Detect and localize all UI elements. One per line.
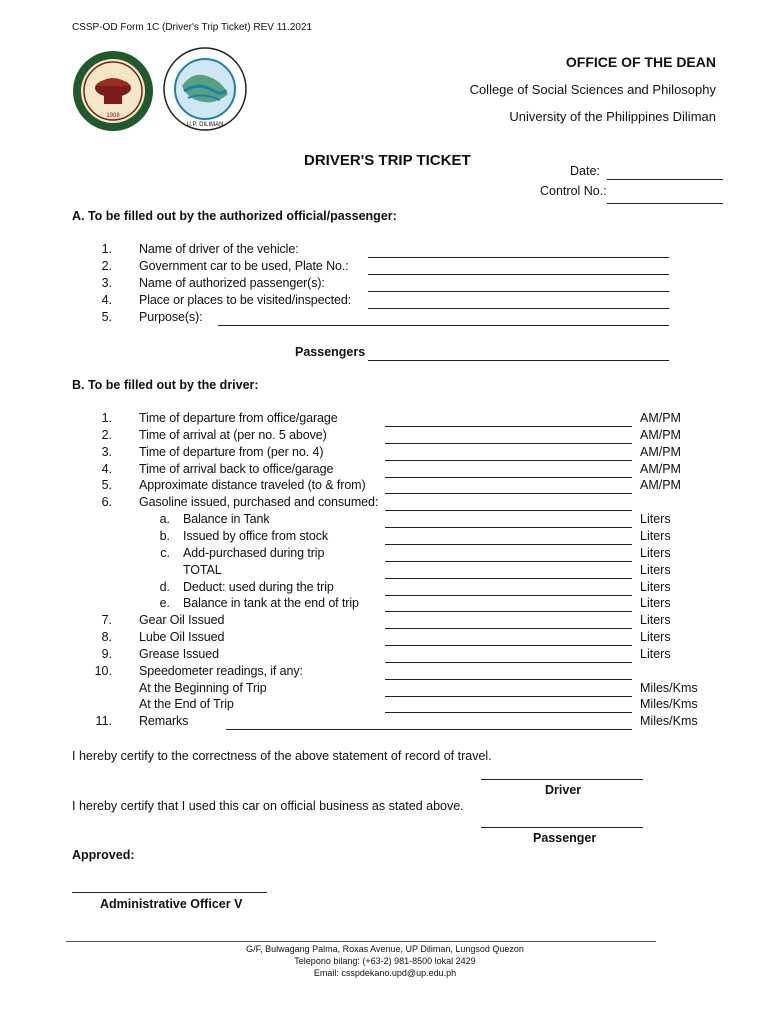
section-b-row-field[interactable] (385, 510, 632, 511)
footer-address: G/F, Bulwagang Palma, Roxas Avenue, UP Diliman, Lungsod Quezon (246, 944, 524, 954)
admin-officer-label: Administrative Officer V (100, 897, 243, 911)
section-b-row-unit: Liters (640, 630, 671, 645)
office-title: OFFICE OF THE DEAN (565, 54, 716, 70)
section-b-row-field[interactable] (385, 628, 632, 629)
passengers-field[interactable] (368, 360, 669, 361)
section-b-row-unit: Liters (640, 528, 671, 543)
section-b-row-unit: AM/PM (640, 411, 681, 425)
section-a-item-label: Name of driver of the vehicle: (139, 242, 299, 256)
footer-divider (66, 941, 656, 942)
passenger-signature-line[interactable] (481, 827, 643, 828)
section-b-row-unit: Liters (640, 613, 671, 628)
section-b-row-number: 4. (101, 461, 112, 476)
section-b-row-label: At the End of Trip (139, 697, 234, 712)
section-b-row-label: Gear Oil Issued (139, 613, 225, 628)
section-b-row-number: 1. (101, 411, 112, 425)
section-b-row-number: d. (159, 579, 170, 594)
section-b-row-label: TOTAL (183, 562, 222, 577)
section-b-row-label: Lube Oil Issued (139, 630, 225, 645)
section-a-item-label: Place or places to be visited/inspected: (139, 293, 352, 307)
section-b-row-unit: AM/PM (640, 478, 681, 493)
section-a-item-label: Name of authorized passenger(s): (139, 276, 325, 290)
approver-signature-line[interactable] (72, 892, 267, 893)
section-b-row-field[interactable] (385, 712, 632, 713)
footer-phone: Telepono bilang: (+63-2) 981-8500 lokal 2429 (294, 956, 476, 966)
section-a-item-number: 4. (101, 293, 112, 307)
section-b-row-field[interactable] (385, 679, 632, 680)
section-a-item-number: 1. (101, 242, 112, 256)
section-a-item-number: 3. (101, 276, 112, 290)
cssp-seal-logo (162, 46, 248, 132)
passenger-label: Passenger (533, 831, 597, 845)
section-b-row-field[interactable] (385, 493, 632, 494)
section-b-row-unit: AM/PM (640, 444, 681, 459)
driver-label: Driver (545, 783, 582, 797)
footer-email: Email: csspdekano.upd@up.edu.ph (313, 968, 457, 978)
section-b-row-field[interactable] (385, 662, 632, 663)
section-b-row-label: Time of arrival back to office/garage (139, 461, 334, 476)
approved-label: Approved: (72, 848, 135, 862)
section-b-row-label: Gasoline issued, purchased and consumed: (139, 495, 379, 510)
section-b-row-number: 6. (101, 495, 112, 510)
section-b-row-field[interactable] (385, 426, 632, 427)
section-b-row-unit: Miles/Kms (640, 680, 698, 695)
page-title: DRIVER'S TRIP TICKET (304, 152, 471, 169)
college-name: College of Social Sciences and Philosophy (469, 82, 716, 97)
section-b-row-unit: Liters (640, 579, 671, 594)
section-a-item-field[interactable] (218, 325, 669, 326)
driver-signature-line[interactable] (481, 779, 643, 780)
section-b-row-label: Time of arrival at (per no. 5 above) (139, 427, 327, 442)
section-b-row-label: Approximate distance traveled (to & from) (139, 478, 366, 493)
section-b-row-unit: AM/PM (640, 427, 681, 442)
svg-text:U.P. DILIMAN: U.P. DILIMAN (186, 122, 224, 128)
control-number-label: Control No.: (540, 184, 607, 198)
section-b-row-label: Balance in Tank (183, 512, 270, 527)
university-name: University of the Philippines Diliman (509, 109, 716, 124)
section-b-row-label: Grease Issued (139, 646, 219, 661)
section-b-row-number: 3. (101, 444, 112, 459)
section-b-row-number: 11. (95, 714, 112, 729)
section-a-item-field[interactable] (368, 274, 669, 275)
section-b-row-field[interactable] (385, 595, 632, 596)
section-b-row-field[interactable] (226, 729, 632, 730)
passengers-label: Passengers (295, 345, 366, 359)
section-b-row-field[interactable] (385, 527, 632, 528)
section-b-row-unit: Liters (640, 596, 671, 611)
section-b-row-unit: AM/PM (640, 461, 681, 476)
section-b-row-number: e. (159, 596, 170, 611)
section-b-row-unit: Miles/Kms (640, 697, 698, 712)
section-a-item-field[interactable] (368, 308, 669, 309)
section-b-row-unit: Miles/Kms (640, 714, 698, 729)
section-a-item-number: 2. (101, 259, 112, 273)
section-b-row-label: Time of departure from (per no. 4) (139, 444, 324, 459)
section-a-item-field[interactable] (368, 291, 669, 292)
section-b-row-number: 2. (101, 427, 112, 442)
section-b-row-number: 7. (101, 613, 112, 628)
section-b-row-field[interactable] (385, 611, 632, 612)
section-b-row-field[interactable] (385, 477, 632, 478)
section-b-row-number: 9. (101, 646, 112, 661)
section-b-row-number: 5. (101, 478, 112, 493)
section-b-row-field[interactable] (385, 561, 632, 562)
section-b-row-number: 8. (101, 630, 112, 645)
passenger-certification: I hereby certify that I used this car on official business as stated above. (72, 799, 464, 813)
section-a-item-field[interactable] (368, 257, 669, 258)
section-b-row-label: Issued by office from stock (183, 528, 329, 543)
section-b-row-number: c. (160, 545, 170, 560)
section-b-row-number: a. (159, 512, 170, 527)
section-b-row-field[interactable] (385, 645, 632, 646)
section-a-heading: A. To be filled out by the authorized official/passenger: (72, 209, 397, 223)
section-b-row-field[interactable] (385, 696, 632, 697)
section-b-row-label: Add-purchased during trip (183, 545, 325, 560)
section-b-row-field[interactable] (385, 443, 632, 444)
date-field[interactable] (607, 179, 723, 180)
section-b-row-label: Remarks (139, 714, 189, 729)
up-seal-logo (72, 50, 154, 132)
section-a-item-label: Purpose(s): (139, 310, 203, 324)
section-b-row-number: b. (159, 528, 170, 543)
section-b-row-label: Time of departure from office/garage (139, 411, 338, 425)
section-b-row-unit: Liters (640, 545, 671, 560)
date-label: Date: (570, 164, 600, 178)
control-number-field[interactable] (607, 203, 723, 204)
section-b-row-label: Speedometer readings, if any: (139, 663, 303, 678)
section-b-row-unit: Liters (640, 646, 671, 661)
section-b-row-label: Balance in tank at the end of trip (183, 596, 359, 611)
section-b-row-label: Deduct: used during the trip (183, 579, 334, 594)
section-a-item-number: 5. (101, 310, 112, 324)
section-b-row-unit: Liters (640, 512, 671, 527)
driver-certification: I hereby certify to the correctness of the above statement of record of travel. (72, 749, 492, 763)
section-a-item-label: Government car to be used, Plate No.: (139, 259, 349, 273)
section-b-row-field[interactable] (385, 578, 632, 579)
svg-text:1908: 1908 (106, 113, 120, 119)
section-b-row-label: At the Beginning of Trip (139, 680, 267, 695)
section-b-row-field[interactable] (385, 544, 632, 545)
section-b-row-unit: Liters (640, 562, 671, 577)
section-b-heading: B. To be filled out by the driver: (72, 378, 259, 392)
section-b-row-field[interactable] (385, 460, 632, 461)
section-b-row-number: 10. (94, 663, 112, 678)
form-code: CSSP-OD Form 1C (Driver's Trip Ticket) REV 11.2021 (72, 22, 313, 33)
